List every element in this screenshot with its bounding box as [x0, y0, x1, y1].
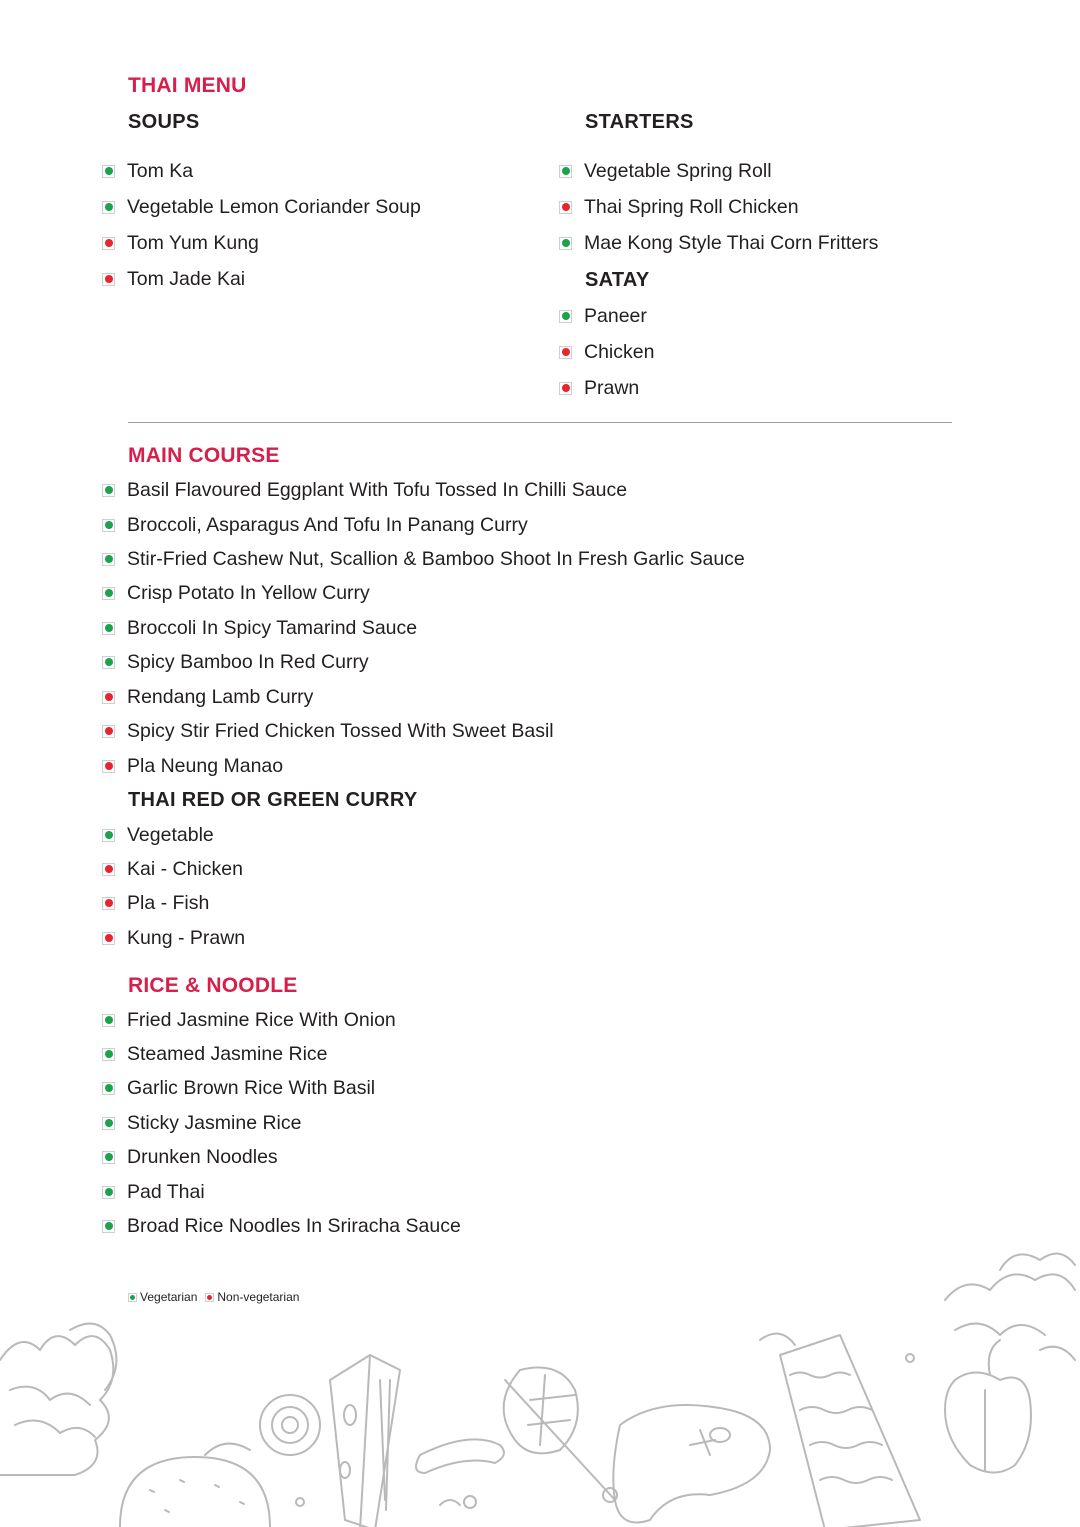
list-item	[559, 339, 654, 365]
satay-heading: SATAY	[585, 269, 650, 291]
menu-item-name: Garlic Brown Rice With Basil	[127, 1076, 376, 1099]
cheese-icon	[330, 1355, 400, 1527]
menu-item-name: Chicken	[584, 340, 655, 363]
list-item	[102, 230, 259, 256]
soups-heading: SOUPS	[128, 111, 200, 133]
veg-indicator-icon	[102, 829, 115, 842]
veg-indicator-icon	[102, 622, 115, 635]
list-item	[102, 194, 421, 220]
starters-heading: STARTERS	[585, 111, 694, 133]
veg-indicator-icon	[102, 656, 115, 669]
list-item	[102, 822, 214, 848]
list-item	[559, 158, 772, 184]
veg-indicator-icon	[102, 519, 115, 532]
menu-item-name: Vegetable Lemon Coriander Soup	[127, 195, 421, 218]
list-item	[102, 1110, 301, 1136]
list-item	[559, 230, 878, 256]
legend-nonveg-label: Non-vegetarian	[217, 1290, 300, 1304]
legend-veg-label: Vegetarian	[140, 1290, 198, 1304]
veg-indicator-icon	[102, 1151, 115, 1164]
nonveg-indicator-icon	[102, 863, 115, 876]
menu-item-name: Sticky Jasmine Rice	[127, 1111, 302, 1134]
list-item	[102, 546, 745, 572]
list-item	[102, 477, 627, 503]
nonveg-indicator-icon	[102, 273, 115, 286]
nonveg-indicator-icon	[559, 382, 572, 395]
veg-indicator-icon	[102, 587, 115, 600]
list-item	[102, 890, 209, 916]
veg-indicator-icon	[102, 1048, 115, 1061]
veg-indicator-icon	[102, 1186, 115, 1199]
food-doodle-illustration	[0, 1240, 1080, 1527]
list-item	[102, 580, 370, 606]
menu-item-name: Prawn	[584, 376, 640, 399]
list-item	[102, 925, 245, 951]
list-item	[102, 684, 313, 710]
menu-item-name: Tom Yum Kung	[127, 231, 259, 254]
nonveg-indicator-icon	[102, 725, 115, 738]
veg-indicator-icon	[559, 237, 572, 250]
list-item	[102, 158, 193, 184]
menu-item-name: Basil Flavoured Eggplant With Tofu Tossed In Chilli Sauce	[127, 478, 628, 501]
nonveg-indicator-icon	[559, 201, 572, 214]
menu-item-name: Pla - Fish	[127, 891, 210, 914]
list-item	[559, 194, 799, 220]
bell-pepper-icon	[945, 1340, 1031, 1473]
menu-item-name: Crisp Potato In Yellow Curry	[127, 581, 370, 604]
menu-item-name: Vegetable	[127, 823, 214, 846]
menu-item-name: Drunken Noodles	[127, 1145, 278, 1168]
burger-icon	[120, 1444, 270, 1527]
herbs-icon	[945, 1254, 1075, 1360]
list-item	[102, 856, 243, 882]
list-item	[102, 1179, 205, 1205]
list-item	[102, 753, 283, 779]
list-item	[102, 1007, 396, 1033]
main-course-heading: MAIN COURSE	[128, 444, 280, 467]
menu-item-name: Paneer	[584, 304, 647, 327]
veg-indicator-icon	[102, 1014, 115, 1027]
menu-item-name: Pad Thai	[127, 1180, 205, 1203]
skewer-icon	[504, 1368, 615, 1501]
list-item	[102, 1041, 328, 1067]
menu-item-name: Kai - Chicken	[127, 857, 243, 880]
steak-icon	[613, 1405, 770, 1523]
nonveg-indicator-icon	[102, 237, 115, 250]
list-item	[559, 303, 647, 329]
list-item	[102, 718, 554, 744]
list-item	[102, 1144, 278, 1170]
list-item	[102, 649, 369, 675]
menu-item-name: Broccoli, Asparagus And Tofu In Panang Curry	[127, 513, 528, 536]
list-item	[102, 1075, 375, 1101]
menu-item-name: Steamed Jasmine Rice	[127, 1042, 328, 1065]
veg-indicator-icon	[559, 310, 572, 323]
menu-item-name: Mae Kong Style Thai Corn Fritters	[584, 231, 879, 254]
section-divider	[128, 422, 952, 423]
sandwich-icon	[760, 1334, 920, 1527]
menu-item-name: Tom Jade Kai	[127, 267, 246, 290]
list-item	[102, 615, 417, 641]
list-item	[102, 512, 528, 538]
lettuce-icon	[0, 1324, 116, 1475]
veg-indicator-icon	[102, 165, 115, 178]
nonveg-indicator-icon	[559, 346, 572, 359]
menu-item-name: Spicy Stir Fried Chicken Tossed With Sweet Basil	[127, 719, 554, 742]
nonveg-indicator-icon	[102, 760, 115, 773]
menu-item-name: Pla Neung Manao	[127, 754, 284, 777]
nonveg-indicator-icon	[102, 691, 115, 704]
menu-item-name: Vegetable Spring Roll	[584, 159, 772, 182]
nonveg-indicator-icon	[102, 932, 115, 945]
veg-indicator-icon	[102, 1117, 115, 1130]
veg-indicator-icon	[102, 201, 115, 214]
veg-indicator-icon	[102, 553, 115, 566]
menu-item-name: Thai Spring Roll Chicken	[584, 195, 799, 218]
menu-item-name: Broccoli In Spicy Tamarind Sauce	[127, 616, 418, 639]
thai-menu-title: THAI MENU	[128, 74, 247, 97]
menu-item-name: Fried Jasmine Rice With Onion	[127, 1008, 396, 1031]
nonveg-indicator-icon	[102, 897, 115, 910]
menu-item-name: Tom Ka	[127, 159, 194, 182]
rice-noodle-heading: RICE & NOODLE	[128, 974, 298, 997]
menu-item-name: Kung - Prawn	[127, 926, 246, 949]
menu-item-name: Broad Rice Noodles In Sriracha Sauce	[127, 1214, 461, 1237]
veg-indicator-icon	[102, 1082, 115, 1095]
curry-heading: THAI RED OR GREEN CURRY	[128, 789, 418, 811]
veg-indicator-icon	[102, 484, 115, 497]
menu-item-name: Spicy Bamboo In Red Curry	[127, 650, 369, 673]
sausage-icon	[416, 1439, 504, 1473]
list-item	[102, 1213, 461, 1239]
list-item	[102, 266, 245, 292]
menu-item-name: Stir-Fried Cashew Nut, Scallion & Bamboo Shoot In Fresh Garlic Sauce	[127, 547, 745, 570]
veg-indicator-icon	[102, 1220, 115, 1233]
onion-icon	[260, 1395, 320, 1455]
menu-item-name: Rendang Lamb Curry	[127, 685, 314, 708]
veg-indicator-icon	[559, 165, 572, 178]
list-item	[559, 375, 639, 401]
